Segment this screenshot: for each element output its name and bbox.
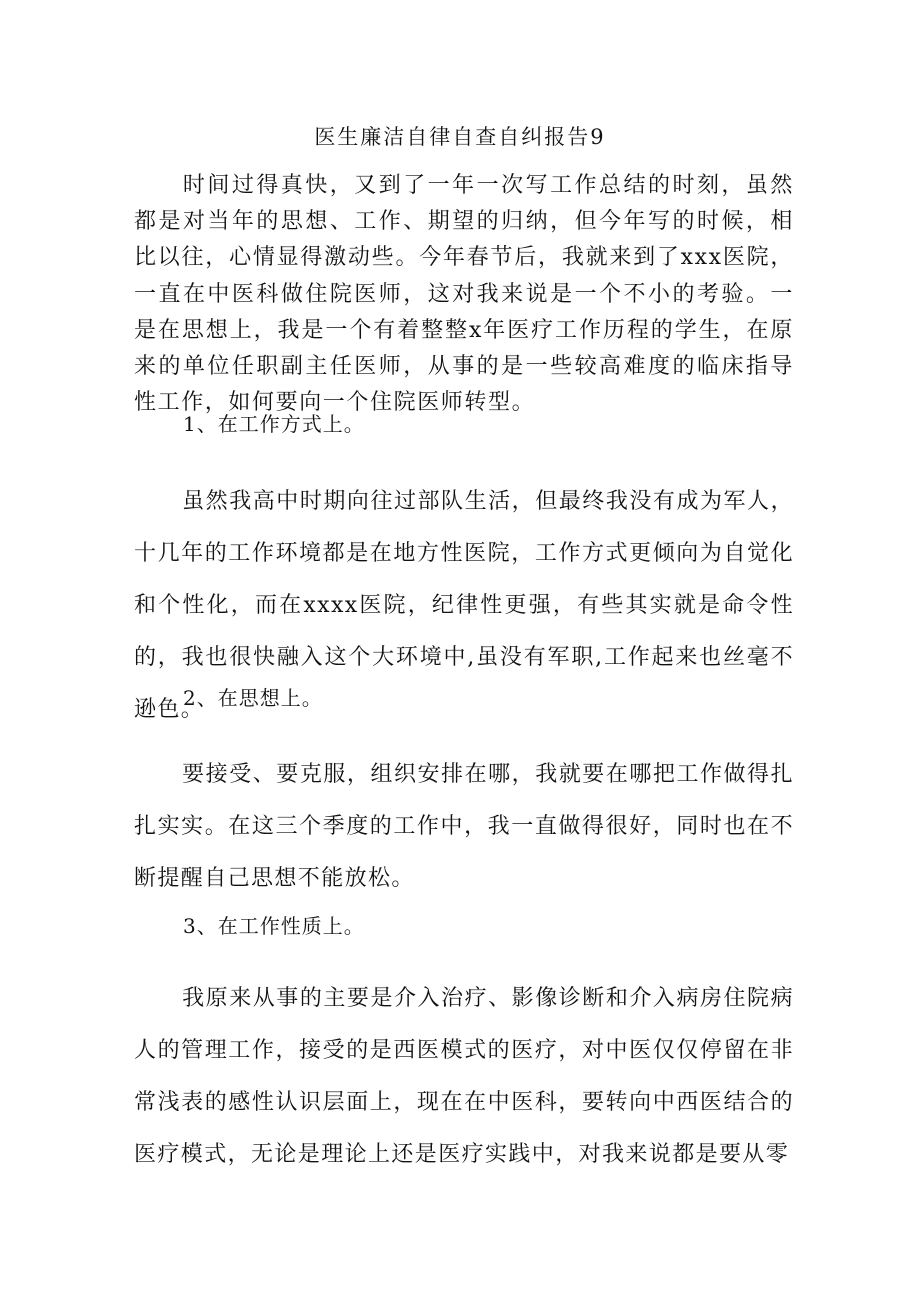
section-body-3 xyxy=(134,973,794,1181)
section-heading-3: 3、在工作性质上。 xyxy=(183,914,365,938)
section-body-2-text: 要接受、要克服，组织安排在哪，我就要在哪把工作做得扎扎实实。在这三个季度的工作中，我一直做得很好，同时也在不断提醒自己思想不能放松。 xyxy=(134,762,794,891)
section-body-1-text: 虽然我高中时期向往过部队生活，但最终我没有成为军人，十几年的工作环境都是在地方性医院，工作方式更倾向为自觉化和个性化，而在xxxx医院，纪律性更强，有些其实就是命令性的，我也很快融入这个大环境中,虽没有军职,工作起来也丝毫不逊色。 xyxy=(134,489,794,722)
section-heading-1: 1、在工作方式上。 xyxy=(183,412,365,436)
intro-paragraph xyxy=(134,168,794,421)
section-body-2 xyxy=(134,749,794,905)
document-title: 医生廉洁自律自查自纠报告9 xyxy=(314,125,606,149)
section-body-3-text: 我原来从事的主要是介入治疗、影像诊断和介入病房住院病人的管理工作，接受的是西医模式的医疗，对中医仅仅停留在非常浅表的感性认识层面上，现在在中医科，要转向中西医结合的医疗模式，无论是理论上还是医疗实践中，对我来说都是要从零 xyxy=(134,986,794,1167)
section-heading-2: 2、在思想上。 xyxy=(183,686,323,710)
intro-text: 时间过得真快，又到了一年一次写工作总结的时刻，虽然都是对当年的思想、工作、期望的归纳，但今年写的时候，相比以往，心情显得激动些。今年春节后，我就来到了xxx医院，一直在中医科做住院医师，这对我来说是一个不小的考验。一是在思想上，我是一个有着整整x年医疗工作历程的学生，在原来的单位任职副主任医师，从事的是一些较高难度的临床指导性工作，如何要向一个住院医师转型。 xyxy=(134,173,794,416)
